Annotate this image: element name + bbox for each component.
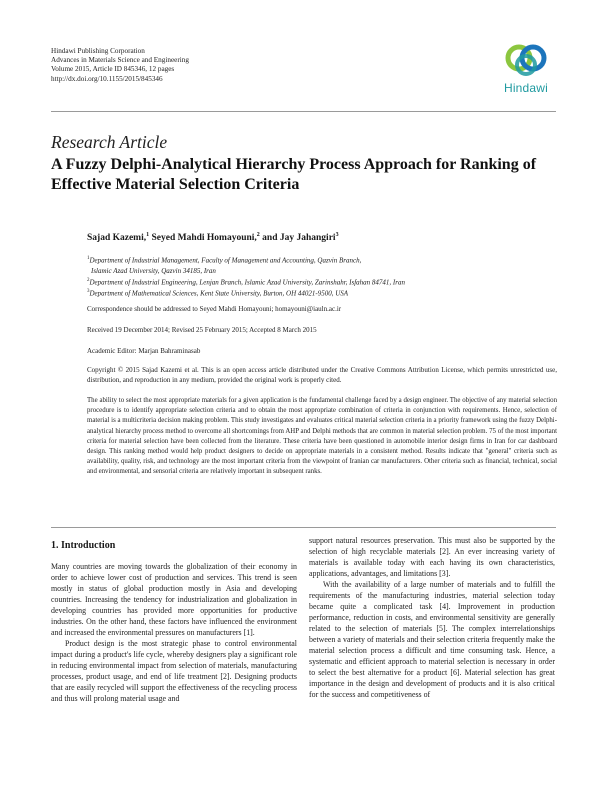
affiliation-text: Department of Mathematical Sciences, Kent State University, Burton, OH 44021-9500, USA xyxy=(89,289,349,298)
hindawi-logo-icon xyxy=(504,42,548,80)
journal-header xyxy=(51,47,189,84)
article-title: A Fuzzy Delphi-Analytical Hierarchy Process Approach for Ranking of Effective Material Selection Criteria xyxy=(51,156,537,193)
header-divider xyxy=(51,111,556,112)
body-column-left xyxy=(51,561,297,704)
author-name: and Jay Jahangiri xyxy=(262,233,336,244)
section-heading-introduction: 1. Introduction xyxy=(51,540,116,551)
affiliation-line xyxy=(87,254,405,266)
affiliations xyxy=(87,254,405,299)
affiliation-line xyxy=(87,266,405,276)
affiliation-mark: 1 xyxy=(87,256,90,261)
author-affiliation-mark: 3 xyxy=(335,232,339,238)
author-name: Sajad Kazemi, xyxy=(87,233,147,244)
body-paragraph: With the availability of a large number of materials and to fulfill the requirements of the manufacturing industries, material selection today became quite a complicated task [4]. Improvement in production performance, reduction in costs, and environmental sensitivity are generally related to the selection of materials [5]. The complex interrelationships between a variety of materials and their selection criteria frequently make the material selection process a difficult and time consuming task. Hence, a systematic and efficient approach to material selection is necessary in order to select the best alternative for a product [6]. Material selection has great importance in the design and development of products and it is also critical for the success and competitiveness of xyxy=(309,580,555,699)
publisher-logo xyxy=(498,42,554,104)
volume-info: Volume 2015, Article ID 845346, 12 pages xyxy=(51,65,175,74)
body-paragraph: Product design is the most strategic phase to control environmental impact during a product's life cycle, whereby designers play a significant role in reducing environmental impact from selection of materials, manufacturing processes, product usage, and end of life treatment [2]. Designing products that are easily recycled will support the effectiveness of the recycling process and thus will prolong material usage and xyxy=(51,639,297,703)
logo-wordmark: Hindawi xyxy=(503,81,549,95)
body-paragraph: Many countries are moving towards the globalization of their economy in order to achieve lower cost of production and services. This trend is seen mostly in status of global production mostly in Asia and developing countries. Increasing the tendency for industrialization and globalization in developing countries has provided more opportunities for productive industries. On the other hand, these factors have influenced the environment and increased the environmental pressures on manufacturers [1]. xyxy=(51,562,297,637)
affiliation-line xyxy=(87,276,405,288)
doi-link[interactable]: http://dx.doi.org/10.1155/2015/845346 xyxy=(51,74,163,83)
journal-name: Advances in Materials Science and Engineering xyxy=(51,56,189,65)
affiliation-text: Islamic Azad University, Qazvin 34185, Iran xyxy=(91,266,216,275)
body-column-right xyxy=(309,535,555,700)
publisher-name: Hindawi Publishing Corporation xyxy=(51,47,145,55)
author-affiliation-mark: 1 xyxy=(146,232,150,238)
body-paragraph: support natural resources preservation. This must also be supported by the selection of high recyclable materials [2]. An ever increasing variety of materials is available today with each having its own characteristics, applications, advantages, and limitations [3]. xyxy=(309,536,555,578)
abstract-divider xyxy=(51,527,556,528)
academic-editor: Academic Editor: Marjan Bahraminasab xyxy=(87,347,201,355)
affiliation-text: Department of Industrial Engineering, Lenjan Branch, Islamic Azad University, Zarinshahr, Isfahan 84741, Iran xyxy=(89,278,405,287)
affiliation-text: Department of Industrial Management, Faculty of Management and Accounting, Qazvin Branch, xyxy=(89,256,362,265)
abstract-text: The ability to select the most appropriate materials for a given application is the fundamental challenge faced by a design engineer. The objective of any material selection procedure is to identify appropriate selection criteria and to obtain the most appropriate combination of criteria in conjunction with requirements. Hence, selection of material is a multicriteria decision making problem. This study investigates and evaluates critical material selection criteria in a priority framework using the fuzzy Delphi-analytical hierarchy process method to overcome all shortcomings from AHP and Delphi methods that are common in material selection problem. 75 of the most important criteria for material selection have been collected from the literature. These criteria have been questioned in automobile interior design firms in Iran for car dashboard design. This ranking method would help product designers to decide on appropriate materials in a consistent method. Results indicate that "general" criteria such as availability, quality, risk, and technology are the most important criteria from the viewpoint of Iranian car manufacturers. Other criteria such as financial, technical, social and environmental, and sensorial criteria are relatively important in subsequent ranks. xyxy=(87,397,557,476)
copyright-notice: Copyright © 2015 Sajad Kazemi et al. This is an open access article distributed under the Creative Commons Attribution License, which permits unrestricted use, distribution, and reproduction in any medium, provided the original work is properly cited. xyxy=(87,366,557,385)
correspondence-note: Correspondence should be addressed to Seyed Mahdi Homayouni; homayouni@iauln.ac.ir xyxy=(87,305,342,313)
author-affiliation-mark: 2 xyxy=(256,232,260,238)
author-name: Seyed Mahdi Homayouni, xyxy=(151,233,257,244)
affiliation-mark: 2 xyxy=(87,277,90,283)
affiliation-line xyxy=(87,287,405,299)
author-list xyxy=(87,232,339,243)
affiliation-mark: 3 xyxy=(87,289,90,295)
received-dates: Received 19 December 2014; Revised 25 February 2015; Accepted 8 March 2015 xyxy=(87,326,317,334)
article-type: Research Article xyxy=(51,132,168,152)
